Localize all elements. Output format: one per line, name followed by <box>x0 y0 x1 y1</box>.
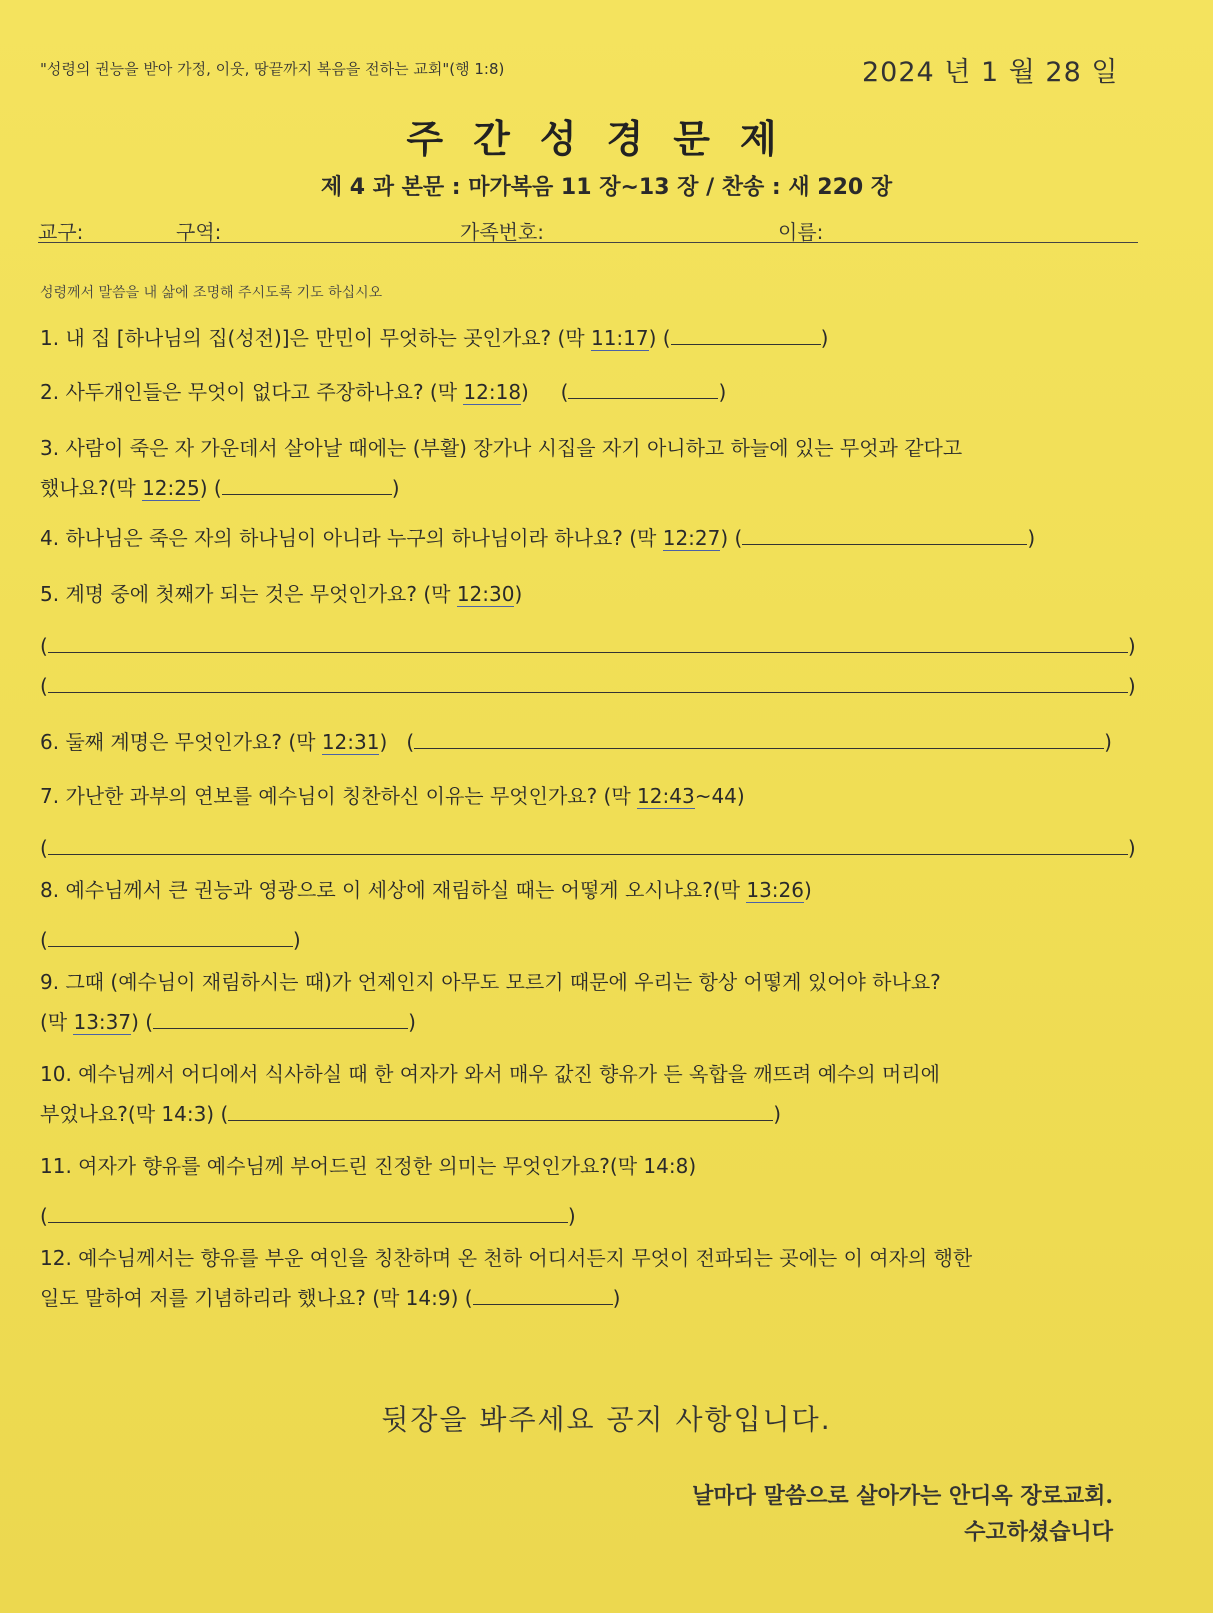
question-10: 10. 예수님께서 어디에서 식사하실 때 한 여자가 와서 매우 값진 향유가 든 옥합을 깨뜨려 예수의 머리에 부었나요?(막 14:3) ( ) <box>40 1062 940 1126</box>
answer-blank[interactable] <box>48 1198 568 1223</box>
question-4: 4. 하나님은 죽은 자의 하나님이 아니라 누구의 하나님이라 하나요? (막 12:27) ( ) <box>40 518 1035 558</box>
scripture-ref: 12:43 <box>637 784 695 808</box>
member-info-line <box>38 214 1138 243</box>
question-8: 8. 예수님께서 큰 권능과 영광으로 이 세상에 재림하실 때는 어떻게 오시나요?(막 13:26) <box>40 878 812 902</box>
scripture-ref: 12:18 <box>463 380 522 404</box>
scripture-ref: 13:37 <box>73 1010 132 1034</box>
closing-line-2: 수고하셨습니다 <box>964 1519 1113 1545</box>
prayer-instruction: 성령께서 말씀을 내 삶에 조명해 주시도록 기도 하십시오 <box>40 285 383 301</box>
scripture-ref: 12:30 <box>456 582 515 606</box>
answer-blank[interactable] <box>48 628 1128 653</box>
scripture-ref: 11:17 <box>590 326 649 350</box>
answer-line: ( ) <box>40 922 301 952</box>
answer-blank[interactable] <box>48 668 1128 693</box>
question-12: 12. 예수님께서는 향유를 부운 여인을 칭찬하며 온 천하 어디서든지 무엇이 전파되는 곳에는 이 여자의 행한 일도 말하여 저를 기념하리라 했나요? (막 14:9) ( ) <box>40 1246 973 1310</box>
notice-text: 뒷장을 봐주세요 공지 사항입니다. <box>381 1403 832 1436</box>
scripture-ref: 12:27 <box>662 526 721 550</box>
question-3: 3. 사람이 죽은 자 가운데서 살아날 때에는 (부활) 장가나 시집을 자기 아니하고 하늘에 있는 무엇과 같다고 했나요?(막 12:25) ( ) <box>40 436 963 500</box>
answer-line: ( ) <box>40 830 1136 860</box>
answer-blank[interactable] <box>414 722 1104 749</box>
question-6: 6. 둘째 계명은 무엇인가요? (막 12:31) ( ) <box>40 722 1112 762</box>
answer-blank[interactable] <box>742 518 1027 545</box>
family-number-label: 가족번호: <box>460 220 545 244</box>
district-label: 교구: <box>38 220 84 244</box>
date: 2024 년 1 월 28 일 <box>862 57 1119 88</box>
answer-blank[interactable] <box>568 372 718 399</box>
answer-blank[interactable] <box>48 922 293 947</box>
scripture-ref: 13:26 <box>746 878 804 902</box>
answer-blank[interactable] <box>228 1094 773 1121</box>
question-7: 7. 가난한 과부의 연보를 예수님이 칭찬하신 이유는 무엇인가요? (막 12:43~44) <box>40 784 745 808</box>
question-5: 5. 계명 중에 첫째가 되는 것은 무엇인가요? (막 12:30) <box>40 582 523 606</box>
answer-blank[interactable] <box>153 1002 408 1029</box>
answer-blank[interactable] <box>671 318 821 345</box>
section-label: 구역: <box>176 220 222 244</box>
answer-blank[interactable] <box>473 1278 613 1305</box>
answer-line: ( ) <box>40 628 1136 658</box>
question-9: 9. 그때 (예수님이 재림하시는 때)가 언제인지 아무도 모르기 때문에 우리는 항상 어떻게 있어야 하나요? (막 13:37) ( ) <box>40 970 941 1034</box>
answer-line: ( ) <box>40 1198 576 1228</box>
answer-line: ( ) <box>40 668 1136 698</box>
scripture-ref: 12:31 <box>321 730 380 754</box>
lesson-subtitle: 제 4 과 본문 : 마가복음 11 장~13 장 / 찬송 : 새 220 장 <box>320 175 893 200</box>
page-title: 주간성경문제 <box>406 117 807 161</box>
question-11: 11. 여자가 향유를 예수님께 부어드린 진정한 의미는 무엇인가요?(막 14:8) <box>40 1154 697 1178</box>
closing-message <box>692 1478 1113 1550</box>
answer-blank[interactable] <box>222 468 392 495</box>
scripture-ref: 12:25 <box>142 476 200 500</box>
closing-line-1: 날마다 말씀으로 살아가는 안디옥 장로교회. <box>692 1483 1113 1509</box>
name-label: 이름: <box>778 220 824 244</box>
question-1: 1. 내 집 [하나님의 집(성전)]은 만민이 무엇하는 곳인가요? (막 11:17) ( ) <box>40 318 828 358</box>
church-motto: "성령의 권능을 받아 가정, 이웃, 땅끝까지 복음을 전하는 교회"(행 1:8) <box>40 60 505 78</box>
question-2: 2. 사두개인들은 무엇이 없다고 주장하나요? (막 12:18) ( ) <box>40 372 726 412</box>
answer-blank[interactable] <box>48 830 1128 855</box>
